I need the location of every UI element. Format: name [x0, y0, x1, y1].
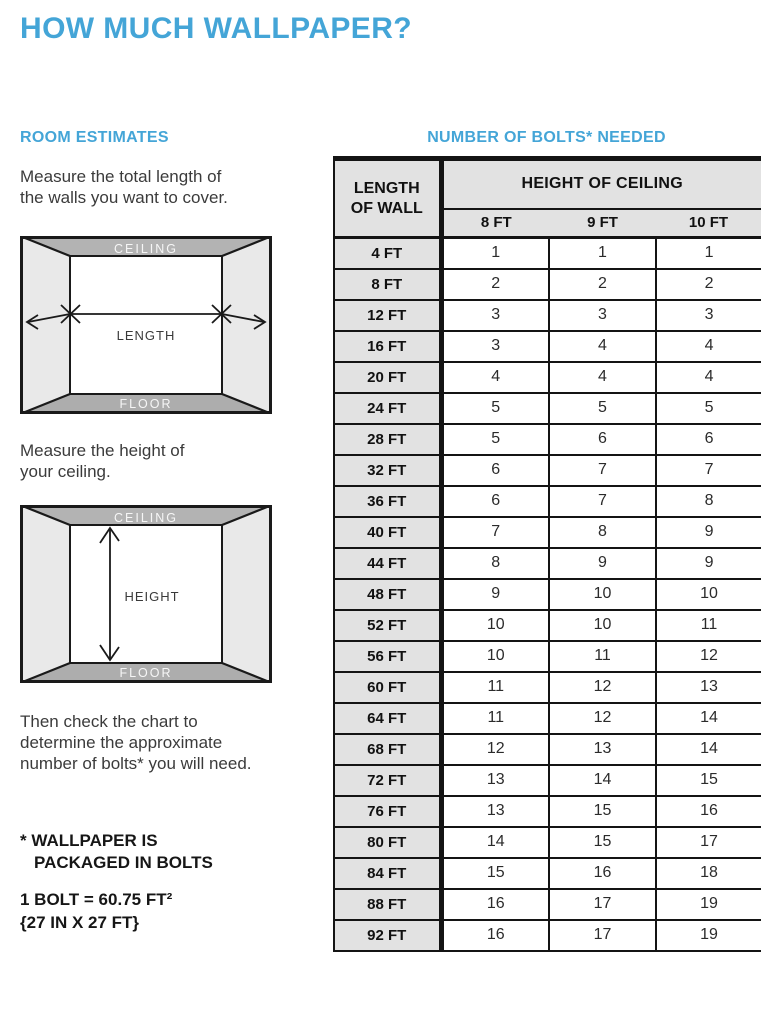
page-title: HOW MUCH WALLPAPER?	[20, 12, 413, 45]
bolt-count-cell: 15	[656, 765, 761, 796]
bolt-count-cell: 8	[656, 486, 761, 517]
table-row	[334, 393, 761, 424]
table-row	[334, 300, 761, 331]
bolt-count-cell: 4	[656, 362, 761, 393]
instruction-length	[20, 166, 228, 208]
bolt-count-cell: 7	[549, 486, 656, 517]
right-wall	[222, 236, 272, 414]
wall-length-cell: 64 FT	[334, 703, 441, 734]
instruction-line: Measure the height of	[20, 441, 185, 460]
table-row	[334, 579, 761, 610]
wall-length-cell: 4 FT	[334, 238, 441, 269]
floor-label: FLOOR	[119, 397, 173, 411]
bolt-count-cell: 17	[656, 827, 761, 858]
bolt-count-cell: 5	[441, 393, 549, 424]
floor-label: FLOOR	[119, 666, 173, 680]
bolt-count-cell: 7	[441, 517, 549, 548]
instruction-line: your ceiling.	[20, 462, 111, 481]
instruction-line: Then check the chart to	[20, 712, 198, 731]
back-wall	[70, 256, 222, 394]
left-wall	[20, 236, 70, 414]
instruction-line: Measure the total length of	[20, 167, 222, 186]
bolt-count-cell: 5	[549, 393, 656, 424]
bolt-count-cell: 16	[441, 889, 549, 920]
table-row	[334, 362, 761, 393]
bolt-count-cell: 13	[441, 796, 549, 827]
wall-length-cell: 32 FT	[334, 455, 441, 486]
bolt-count-cell: 16	[441, 920, 549, 951]
bolts-needed-heading: NUMBER OF BOLTS* NEEDED	[427, 129, 666, 146]
bolt-count-cell: 12	[549, 703, 656, 734]
bolt-count-cell: 6	[656, 424, 761, 455]
bolt-count-cell: 10	[441, 610, 549, 641]
bolt-count-cell: 6	[549, 424, 656, 455]
bolt-count-cell: 8	[441, 548, 549, 579]
bolt-count-cell: 3	[549, 300, 656, 331]
bolt-count-cell: 16	[549, 858, 656, 889]
table-subheader-9ft: 9 FT	[549, 209, 656, 238]
bolt-count-cell: 14	[656, 703, 761, 734]
instruction-line: number of bolts* you will need.	[20, 754, 252, 773]
bolts-table	[333, 156, 761, 952]
bolt-count-cell: 5	[656, 393, 761, 424]
bolt-count-cell: 13	[441, 765, 549, 796]
table-row	[334, 765, 761, 796]
bolt-count-cell: 7	[656, 455, 761, 486]
table-row	[334, 424, 761, 455]
bolt-count-cell: 11	[549, 641, 656, 672]
left-wall	[20, 505, 70, 683]
bolt-count-cell: 1	[441, 238, 549, 269]
bolt-count-cell: 1	[549, 238, 656, 269]
wall-length-cell: 72 FT	[334, 765, 441, 796]
bolt-count-cell: 9	[656, 548, 761, 579]
room-length-diagram	[20, 236, 272, 414]
bolt-count-cell: 4	[656, 331, 761, 362]
bolt-count-cell: 11	[441, 703, 549, 734]
bolt-count-cell: 14	[656, 734, 761, 765]
wall-length-cell: 12 FT	[334, 300, 441, 331]
instruction-line: determine the approximate	[20, 733, 223, 752]
bolt-count-cell: 10	[441, 641, 549, 672]
bolt-count-cell: 6	[441, 486, 549, 517]
room-estimates-heading: ROOM ESTIMATES	[20, 129, 169, 146]
wall-length-cell: 60 FT	[334, 672, 441, 703]
bolt-count-cell: 9	[656, 517, 761, 548]
bolt-count-cell: 1	[656, 238, 761, 269]
wall-length-cell: 68 FT	[334, 734, 441, 765]
bolt-count-cell: 18	[656, 858, 761, 889]
table-row	[334, 455, 761, 486]
table-row	[334, 331, 761, 362]
bolt-size-note	[20, 888, 172, 934]
wall-length-cell: 36 FT	[334, 486, 441, 517]
bolt-count-cell: 6	[441, 455, 549, 486]
footnote-line: * WALLPAPER IS	[20, 831, 158, 850]
table-row	[334, 269, 761, 300]
wall-length-cell: 56 FT	[334, 641, 441, 672]
table-row	[334, 920, 761, 951]
instruction-line: the walls you want to cover.	[20, 188, 228, 207]
bolt-count-cell: 14	[441, 827, 549, 858]
bolt-count-cell: 12	[441, 734, 549, 765]
bolt-count-cell: 19	[656, 920, 761, 951]
bolt-count-cell: 9	[549, 548, 656, 579]
bolt-count-cell: 15	[549, 796, 656, 827]
bolt-count-cell: 14	[549, 765, 656, 796]
wall-length-cell: 92 FT	[334, 920, 441, 951]
room-height-diagram	[20, 505, 272, 683]
instruction-height	[20, 440, 184, 482]
wall-length-cell: 76 FT	[334, 796, 441, 827]
bolt-count-cell: 8	[549, 517, 656, 548]
height-label: HEIGHT	[124, 589, 180, 604]
bolt-count-cell: 4	[549, 331, 656, 362]
table-row	[334, 548, 761, 579]
wallpaper-footnote	[20, 830, 213, 874]
table-row	[334, 889, 761, 920]
right-wall	[222, 505, 272, 683]
bolt-count-cell: 7	[549, 455, 656, 486]
bolt-count-cell: 9	[441, 579, 549, 610]
table-header-length-of-wall: LENGTH OF WALL	[334, 159, 441, 238]
bolt-count-cell: 10	[656, 579, 761, 610]
bolt-count-cell: 15	[549, 827, 656, 858]
table-subheader-8ft: 8 FT	[441, 209, 549, 238]
bolt-count-cell: 3	[441, 331, 549, 362]
instruction-chart	[20, 711, 252, 774]
bolt-count-cell: 10	[549, 579, 656, 610]
wall-length-cell: 16 FT	[334, 331, 441, 362]
table-row	[334, 827, 761, 858]
bolt-count-cell: 16	[656, 796, 761, 827]
wall-length-cell: 48 FT	[334, 579, 441, 610]
wall-length-cell: 88 FT	[334, 889, 441, 920]
bolt-count-cell: 11	[441, 672, 549, 703]
bolt-count-cell: 4	[549, 362, 656, 393]
table-row	[334, 858, 761, 889]
wall-length-cell: 84 FT	[334, 858, 441, 889]
ceiling-label: CEILING	[113, 242, 179, 256]
bolt-count-cell: 13	[549, 734, 656, 765]
footnote-line: PACKAGED IN BOLTS	[34, 853, 213, 872]
bolt-count-cell: 4	[441, 362, 549, 393]
bolt-count-cell: 17	[549, 920, 656, 951]
table-subheader-10ft: 10 FT	[656, 209, 761, 238]
bolt-count-cell: 5	[441, 424, 549, 455]
bolt-count-cell: 13	[656, 672, 761, 703]
bolt-count-cell: 11	[656, 610, 761, 641]
table-row	[334, 610, 761, 641]
bolt-count-cell: 2	[656, 269, 761, 300]
wall-length-cell: 28 FT	[334, 424, 441, 455]
wall-length-cell: 80 FT	[334, 827, 441, 858]
bolt-size-line: {27 IN X 27 FT}	[20, 913, 140, 932]
table-row	[334, 641, 761, 672]
table-row	[334, 517, 761, 548]
bolt-count-cell: 17	[549, 889, 656, 920]
bolt-count-cell: 2	[549, 269, 656, 300]
bolt-count-cell: 3	[441, 300, 549, 331]
wall-length-cell: 20 FT	[334, 362, 441, 393]
bolts-table-body	[334, 238, 761, 951]
wall-length-cell: 8 FT	[334, 269, 441, 300]
table-row	[334, 238, 761, 269]
bolt-count-cell: 12	[549, 672, 656, 703]
wall-length-cell: 40 FT	[334, 517, 441, 548]
ceiling-label: CEILING	[113, 511, 179, 525]
bolt-count-cell: 12	[656, 641, 761, 672]
table-row	[334, 734, 761, 765]
bolt-count-cell: 15	[441, 858, 549, 889]
bolt-count-cell: 19	[656, 889, 761, 920]
length-label: LENGTH	[116, 328, 176, 343]
wall-length-cell: 44 FT	[334, 548, 441, 579]
table-row	[334, 486, 761, 517]
bolt-count-cell: 10	[549, 610, 656, 641]
table-row	[334, 703, 761, 734]
table-row	[334, 672, 761, 703]
table-row	[334, 796, 761, 827]
bolt-count-cell: 2	[441, 269, 549, 300]
bolt-size-line: 1 BOLT = 60.75 FT²	[20, 890, 173, 909]
bolt-count-cell: 3	[656, 300, 761, 331]
table-header-height-of-ceiling: HEIGHT OF CEILING	[441, 159, 761, 209]
wall-length-cell: 52 FT	[334, 610, 441, 641]
wall-length-cell: 24 FT	[334, 393, 441, 424]
